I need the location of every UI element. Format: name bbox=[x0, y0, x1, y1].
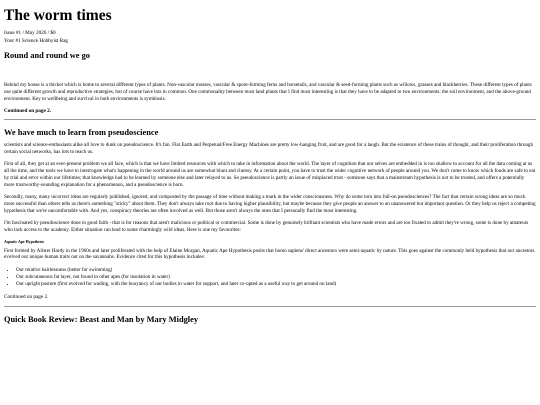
issue-line: Issue #1 / May 2026 / $0 bbox=[4, 30, 56, 37]
article-heading: We have much to learn from pseudoscience bbox=[4, 128, 159, 138]
section-divider bbox=[4, 119, 536, 120]
masthead-meta bbox=[4, 30, 536, 45]
article-paragraph: First of all, they get at an ever-present problem we all face, which is that we have limited resources with which to take in information about the world. The layer of cognition that our selves are embedded in is too shallow to account for all the data coming at us all the time, and the tools we have to interrogate what's happening in the world around us are somewhat blunt and clumsy. At a certain point, you have to trust the wider cognitive network of people around you. We don't come to know which foods are safe to eat by trial and error within our lifetimes; that knowledge had to be learned by someone else and later relayed to us. So pseudoscience is partly an issue of misplaced trust - someone says that a mainstream hypothesis is not to be trusted, and offers a potentially more trustworthy-sounding explanation for a phenomenon, and a pseudoscience is born. bbox=[4, 161, 536, 188]
article-pseudoscience bbox=[4, 128, 536, 301]
list-item: • Our relative hairlessness (better for swimming) bbox=[16, 267, 536, 274]
article-subheading: Aquatic Ape Hypothesis bbox=[4, 239, 44, 244]
article-paragraph: Secondly, many, many incorrect ideas are regularly published, ignored, and composted by the passage of time without making a mark in the wider consciousness. Why do some turn into full-on pseudosciences? The fact that certain wrong ideas are so much more successful than others tells us there's something "sticky" about them. They don't always take root due to having higher plausibility, but maybe because they give people an answer to an unanswered but important question. Or they help us reject a competing hypothesis that we're uncomfortable with. And yes, conspiracy theories are often involved as well. But those aren't always the ones that I personally find the most interesting. bbox=[4, 194, 536, 214]
article-book-review bbox=[4, 315, 536, 325]
article-paragraph: scientists and science-enthusiasts alike all love to dunk on pseudoscience. It's fun. Flat Earth and Perpetual/Free Energy Machines are pretty low-hanging fruit, and are good for a laugh. But the existence of these trains of thought, and their proliferation through certain social networks, has lots to teach us. bbox=[4, 142, 534, 155]
article-paragraph: First formed by Alister Hardy in the 1960s and later proliferated with the help of Elaine Morgan, Aquatic Ape Hypothesis posits that homo sapiens' direct ancestors were semi-aquatic by nature. This goes against the commonly held hypothesis that our ancestors evolved our unique human traits out on the savannahs. Evidence cited for this hypothesis includes: bbox=[4, 247, 535, 261]
article-heading: Quick Book Review: Beast and Man by Mary Midgley bbox=[4, 314, 199, 324]
spacer bbox=[4, 65, 536, 82]
masthead-tagline: Your #1 Science Hobbyist Rag bbox=[4, 37, 69, 44]
masthead-title: The worm times bbox=[4, 7, 112, 24]
list-item: • Our subcutaneous fat layer, not found in other apes (for insulation in water) bbox=[16, 274, 536, 281]
section-divider bbox=[4, 306, 536, 307]
article-paragraph: I'm fascinated by pseudoscience done in good faith - that is for reasons that aren't malicious or political or commercial. Some is done by genuinely brilliant scientists who have made errors and are too fixated to admit they're wrong, some is done by amateurs who lack access to the academy. Either situation can lead to some charmingly wild ideas. Here is one my favourites: bbox=[4, 219, 529, 233]
continued-note: Continued on page 2. bbox=[4, 108, 51, 115]
list-item: • Our upright posture (first evolved for wading, with the buoyancy of our bodies in water for support, and later co-opted as a useful way to get around on land) bbox=[16, 281, 536, 288]
article-round-and-round bbox=[4, 51, 536, 115]
article-paragraph: Behind my house is a thicket which is home to several different types of plants. Non-vascular mosses, vascular & spore-forming ferns and horsetails, and vascular & seed-forming plants such as willows, grasses and blackberries. These different types of plants use quite different growth and reproductive strategies, but of course have lots in common. One commonality between most land plants that I find most interesting is that they have to be adapted to two environments: the soil environment, and the above-ground environment. Key to wellbeing and survival in both environments is symbiosis. bbox=[4, 82, 532, 102]
evidence-list bbox=[4, 267, 536, 288]
continued-note: Continued on page 2. bbox=[4, 293, 49, 300]
article-heading: Round and round we go bbox=[4, 51, 90, 61]
